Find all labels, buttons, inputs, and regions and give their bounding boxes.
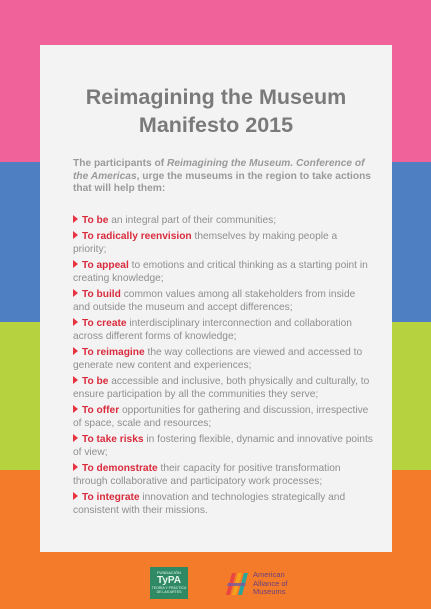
aam-line-2: Alliance of bbox=[253, 578, 288, 588]
item-lead: To be bbox=[82, 376, 109, 388]
list-item bbox=[73, 463, 373, 488]
list-item bbox=[73, 405, 373, 430]
item-lead: To be bbox=[82, 215, 109, 226]
bullet-triangle-icon bbox=[73, 347, 78, 355]
manifesto-list bbox=[73, 215, 373, 521]
list-item bbox=[73, 215, 373, 228]
bullet-triangle-icon bbox=[73, 376, 78, 384]
item-text: in fostering flexible, dynamic and innovative points of view; bbox=[73, 434, 373, 458]
item-text: accessible and inclusive, both physically and culturally, to ensure participation by all the communities they serve; bbox=[73, 376, 370, 400]
bullet-triangle-icon bbox=[73, 405, 78, 413]
manifesto-card bbox=[40, 45, 392, 552]
item-text: the way collections are viewed and accessed to generate new content and experiences; bbox=[73, 347, 363, 371]
list-item bbox=[73, 231, 373, 256]
list-item bbox=[73, 318, 373, 343]
list-item bbox=[73, 492, 373, 517]
item-lead: To take risks bbox=[82, 434, 144, 446]
typa-logo-top: FUNDACIÓN bbox=[157, 570, 181, 575]
item-text: to emotions and critical thinking as a starting point in creating knowledge; bbox=[73, 260, 368, 284]
title-line-1: Reimagining the Museum bbox=[85, 85, 347, 109]
intro-before: The participants of bbox=[73, 158, 167, 169]
typa-logo-bottom: TEORÍA Y PRÁCTICA DE LAS ARTES bbox=[151, 586, 187, 594]
list-item bbox=[73, 347, 373, 372]
list-item bbox=[73, 289, 373, 314]
item-text: common values among all stakeholders from inside and outside the museum and accept differences; bbox=[73, 289, 356, 313]
item-lead: To appeal bbox=[82, 260, 129, 272]
list-item bbox=[73, 260, 373, 285]
item-lead: To create bbox=[82, 318, 127, 330]
item-text: their capacity for positive transformation through collaborative and participatory work processes; bbox=[73, 463, 341, 487]
bullet-triangle-icon bbox=[73, 492, 78, 500]
item-text: opportunities for gathering and discussion, irrespective of space, scale and resources; bbox=[73, 405, 369, 429]
bullet-triangle-icon bbox=[73, 289, 78, 297]
bullet-triangle-icon bbox=[73, 231, 78, 239]
aam-line-3: Museums bbox=[253, 587, 286, 597]
item-lead: To build bbox=[82, 289, 121, 301]
aam-logo bbox=[224, 566, 300, 602]
item-lead: To offer bbox=[82, 405, 120, 417]
item-text: themselves by making people a priority; bbox=[73, 231, 338, 255]
aam-logo-text bbox=[253, 571, 288, 597]
item-lead: To reimagine bbox=[82, 347, 145, 359]
bullet-triangle-icon bbox=[73, 215, 78, 223]
item-text: innovation and technologies strategically and consistent with their missions. bbox=[73, 492, 346, 516]
typa-logo bbox=[150, 567, 188, 599]
item-text: an integral part of their communities; bbox=[108, 215, 277, 226]
bullet-triangle-icon bbox=[73, 434, 78, 442]
intro-italic: Reimagining the Museum. Conference of the Americas bbox=[73, 158, 365, 182]
bullet-triangle-icon bbox=[73, 260, 78, 268]
page-title bbox=[40, 83, 392, 139]
bullet-triangle-icon bbox=[73, 463, 78, 471]
item-text: interdisciplinary interconnection and collaboration across different forms of knowledge; bbox=[73, 318, 352, 342]
item-lead: To radically reenvision bbox=[82, 231, 192, 243]
typa-logo-name: TyPA bbox=[156, 575, 182, 586]
aam-mark-icon bbox=[224, 569, 249, 599]
list-item bbox=[73, 434, 373, 459]
item-lead: To demonstrate bbox=[82, 463, 158, 475]
item-lead: To integrate bbox=[82, 492, 140, 504]
intro-after: , urge the museums in the region to take actions that will help them: bbox=[73, 170, 371, 195]
bullet-triangle-icon bbox=[73, 318, 78, 326]
intro-paragraph bbox=[73, 158, 373, 196]
aam-line-1: American bbox=[253, 570, 285, 580]
list-item bbox=[73, 376, 373, 401]
title-line-2: Manifesto 2015 bbox=[138, 113, 294, 137]
